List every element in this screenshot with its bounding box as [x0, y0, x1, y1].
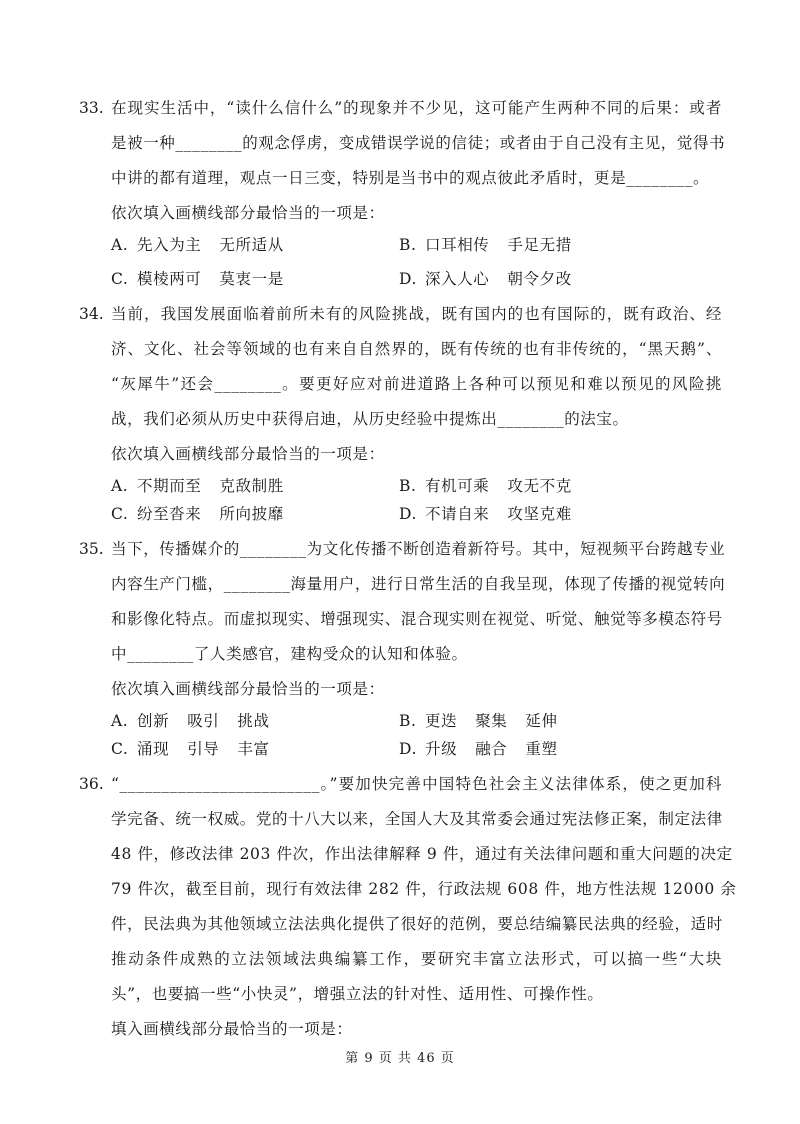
option-b[interactable]: B. 更迭 聚集 延伸 — [399, 712, 558, 730]
question-text-line: 推动条件成熟的立法领域法典编纂工作，要研究丰富立法形式，可以搞一些“大块 — [111, 950, 722, 968]
question-prompt: 填入画横线部分最恰当的一项是： — [111, 1020, 353, 1038]
question-text-line: “________________________。”要加快完善中国特色社会主义法律体系，使之更加科 — [111, 775, 722, 793]
option-b[interactable]: B. 口耳相传 手足无措 — [399, 236, 572, 254]
question-text-line: 和影像化特点。而虚拟现实、增强现实、混合现实则在视觉、听觉、触觉等多模态符号 — [111, 610, 723, 628]
question-number: 33. — [79, 99, 104, 117]
question-text-line: 内容生产门槛，________海量用户，进行日常生活的自我呈现，体现了传播的视觉转向 — [111, 575, 726, 593]
option-d[interactable]: D. 不请自来 攻坚克难 — [399, 505, 572, 523]
question-prompt: 依次填入画横线部分最恰当的一项是： — [111, 445, 385, 463]
option-d[interactable]: D. 升级 融合 重塑 — [399, 740, 558, 758]
question-number: 34. — [79, 305, 104, 323]
option-c[interactable]: C. 纷至沓来 所向披靡 — [111, 505, 284, 523]
question-text-line: 48 件，修改法律 203 件次，作出法律解释 9 件，通过有关法律问题和重大问题的决定 — [111, 845, 733, 863]
option-c[interactable]: C. 涌现 引导 丰富 — [111, 740, 270, 758]
question-text-line: 学完备、统一权威。党的十八大以来，全国人大及其常委会通过宪法修正案，制定法律 — [111, 810, 723, 828]
option-a[interactable]: A. 不期而至 克敌制胜 — [111, 477, 284, 495]
question-text-line: 济、文化、社会等领域的也有来自自然界的，既有传统的也有非传统的，“黑天鹅”、 — [111, 340, 722, 358]
page-footer: 第 9 页 共 46 页 — [345, 1051, 455, 1066]
question-number: 35. — [79, 540, 104, 558]
question-text-line: “灰犀牛”还会________。要更好应对前进道路上各种可以预见和难以预见的风险挑 — [111, 375, 722, 393]
option-d[interactable]: D. 深入人心 朝令夕改 — [399, 270, 572, 288]
question-text-line: 战，我们必须从历史中获得启迪，从历史经验中提炼出________的法宝。 — [111, 410, 629, 428]
question-text-line: 在现实生活中，“读什么信什么”的现象并不少见，这可能产生两种不同的后果：或者 — [111, 99, 722, 117]
option-b[interactable]: B. 有机可乘 攻无不克 — [399, 477, 572, 495]
question-text-line: 中________了人类感官，建构受众的认知和体验。 — [111, 645, 468, 663]
option-a[interactable]: A. 创新 吸引 挑战 — [111, 712, 270, 730]
question-text-line: 件，民法典为其他领域立法法典化提供了很好的范例，要总结编纂民法典的经验，适时 — [111, 915, 723, 933]
option-a[interactable]: A. 先入为主 无所适从 — [111, 236, 284, 254]
question-prompt: 依次填入画横线部分最恰当的一项是： — [111, 680, 385, 698]
question-prompt: 依次填入画横线部分最恰当的一项是： — [111, 204, 385, 222]
question-text-line: 当前，我国发展面临着前所未有的风险挑战，既有国内的也有国际的，既有政治、经 — [111, 305, 722, 323]
question-text-line: 中讲的都有道理，观点一日三变，特别是当书中的观点彼此矛盾时，更是________。 — [111, 169, 710, 187]
option-c[interactable]: C. 模棱两可 莫衷一是 — [111, 270, 284, 288]
question-text-line: 是被一种________的观念俘虏，变成错误学说的信徒；或者由于自己没有主见，觉得书 — [111, 134, 726, 152]
question-text-line: 79 件次，截至目前，现行有效法律 282 件，行政法规 608 件，地方性法规 12000 余 — [111, 880, 737, 898]
question-text-line: 头”，也要搞一些“小快灵”，增强立法的针对性、适用性、可操作性。 — [111, 985, 604, 1003]
question-text-line: 当下，传播媒介的________为文化传播不断创造着新符号。其中，短视频平台跨越专业 — [111, 540, 726, 558]
question-number: 36. — [79, 775, 104, 793]
